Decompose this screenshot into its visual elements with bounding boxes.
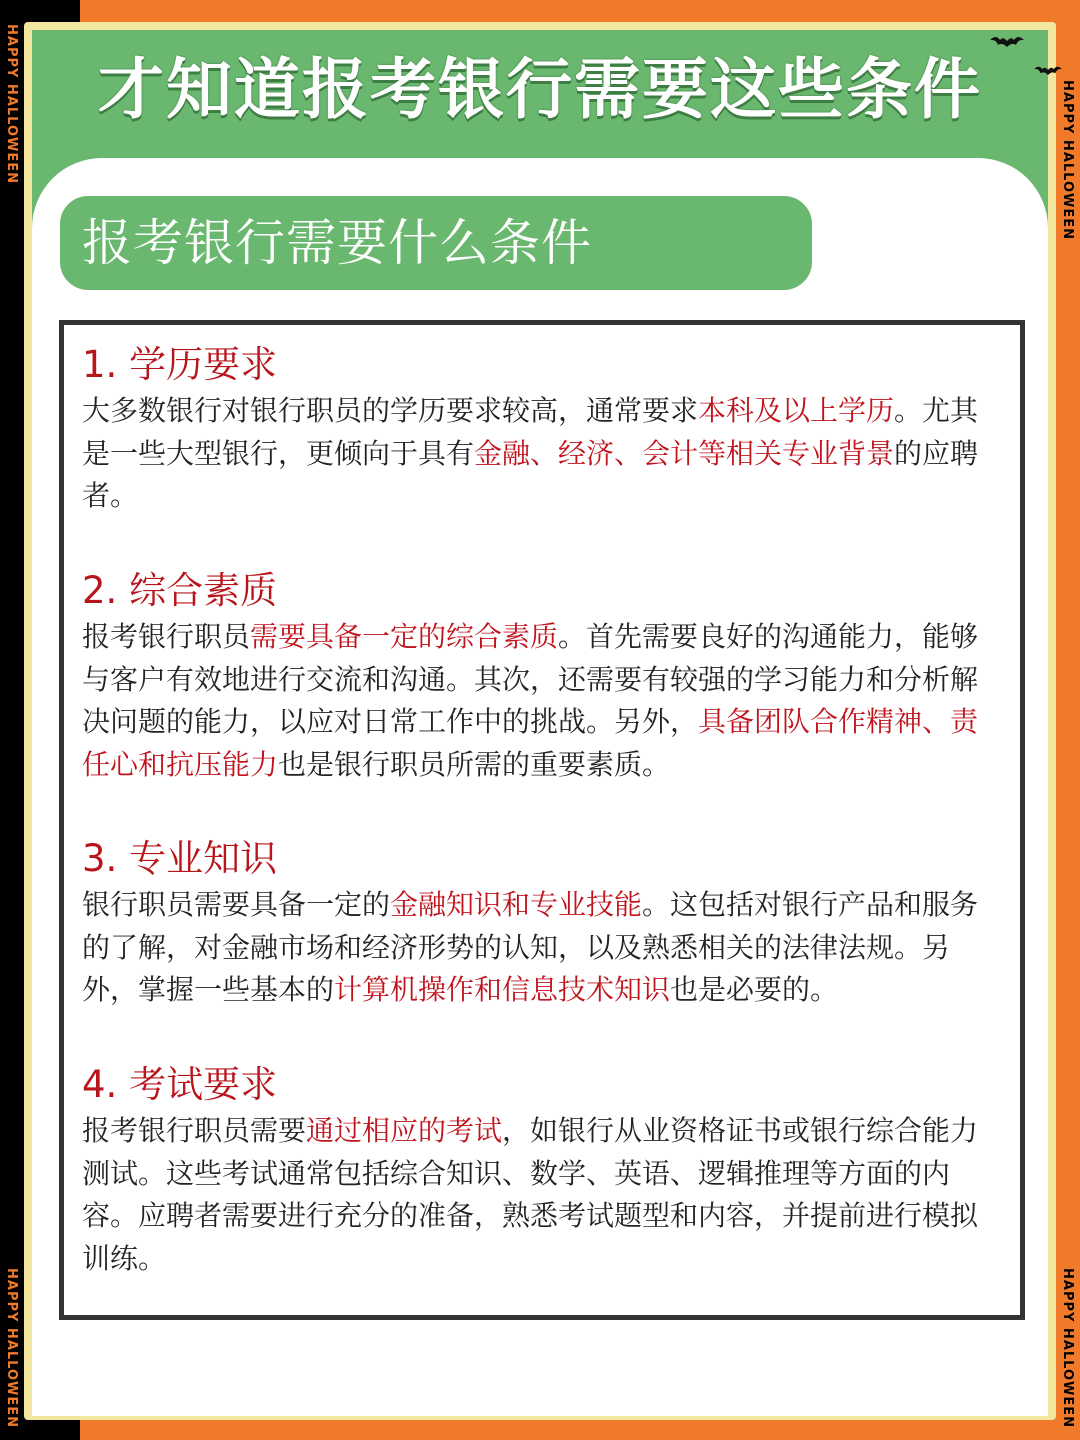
section-body (82, 1110, 1002, 1280)
side-text-bottom-left: HAPPY HALLOWEEN (4, 1268, 19, 1429)
body-text: 报考银行职员需要 (82, 1114, 307, 1147)
side-text-top-right: HAPPY HALLOWEEN (1060, 80, 1075, 241)
section-education (82, 340, 1002, 518)
section-body (82, 616, 1002, 786)
section-heading: 1. 学历要求 (82, 343, 278, 386)
subtitle: 报考银行需要什么条件 (82, 214, 592, 272)
highlight-text: 具备团队合作精神、责任心和抗压能力 (82, 705, 979, 781)
body-text: 也是银行职员所需的重要素质。 (278, 747, 671, 781)
highlight-text: 金融、经济、会计等相关专业背景 (474, 436, 895, 470)
section-quality (82, 566, 1002, 786)
section-knowledge (82, 834, 1002, 1012)
body-text: 。尤其是一些大型银行，更倾向于具有 (82, 394, 979, 470)
section-body (82, 884, 1002, 1012)
highlight-text: 需要具备一定的综合素质 (250, 620, 559, 653)
bat-icon (990, 34, 1024, 48)
side-text-top-left: HAPPY HALLOWEEN (4, 24, 19, 185)
section-body (82, 390, 1002, 518)
body-text: 大多数银行对银行职员的学历要求较高，通常要求 (82, 394, 699, 427)
body-text: 。这包括对银行产品和服务的了解，对金融市场和经济形势的认知，以及熟悉相关的法律法规。另外，掌握一些基本的 (82, 888, 979, 1006)
highlight-text: 通过相应的考试 (306, 1114, 503, 1147)
highlight-text: 金融知识和专业技能 (390, 888, 643, 921)
highlight-text: 本科及以上学历 (698, 394, 895, 427)
top-orange-band (80, 0, 1080, 24)
page-title: 才知道报考银行需要这些条件 (98, 51, 982, 128)
body-text: 报考银行职员 (82, 620, 251, 653)
body-text: ，如银行从业资格证书或银行综合能力测试。这些考试通常包括综合知识、数学、英语、逻辑推理等方面的内容。应聘者需要进行充分的准备，熟悉考试题型和内容，并提前进行模拟训练。 (82, 1114, 979, 1275)
body-text: 。首先需要良好的沟通能力，能够与客户有效地进行交流和沟通。其次，还需要有较强的学习能力和分析解决问题的能力，以应对日常工作中的挑战。另外， (82, 620, 979, 738)
highlight-text: 计算机操作和信息技术知识 (334, 973, 671, 1006)
section-heading: 2. 综合素质 (82, 569, 278, 612)
side-text-bottom-right: HAPPY HALLOWEEN (1060, 1268, 1075, 1429)
bat-icon (1034, 64, 1062, 76)
section-exam (82, 1060, 1002, 1280)
body-text: 银行职员需要具备一定的 (82, 888, 391, 921)
body-text: 也是必要的。 (670, 973, 839, 1006)
body-text: 的应聘者。 (82, 436, 979, 512)
section-heading: 4. 考试要求 (82, 1063, 278, 1106)
section-heading: 3. 专业知识 (82, 837, 278, 880)
